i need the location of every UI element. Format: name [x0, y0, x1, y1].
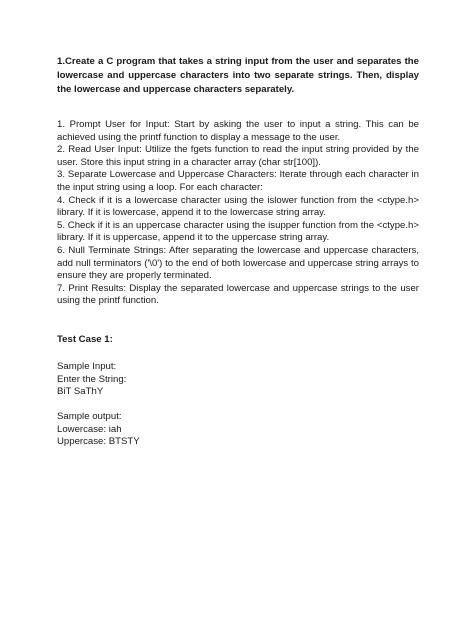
- sample-input-label: Sample Input:: [57, 361, 117, 372]
- instruction-steps: [57, 119, 419, 308]
- sample-output-label: Sample output:: [57, 411, 122, 422]
- step-item: 3. Separate Lowercase and Uppercase Characters: Iterate through each character in the input string using a loop. For each character:: [57, 169, 419, 193]
- step-item: 1. Prompt User for Input: Start by asking the user to input a string. This can be achieved using the printf function to display a message to the user.: [57, 119, 419, 143]
- problem-title: 1.Create a C program that takes a string input from the user and separates the lowercase and uppercase characters into two separate strings. Then, display the lowercase and uppercase characters separately.: [57, 56, 419, 95]
- step-item: 7. Print Results: Display the separated lowercase and uppercase strings to the user using the printf function.: [57, 282, 419, 307]
- sample-output-block: [57, 411, 140, 449]
- test-case-heading: Test Case 1:: [57, 334, 113, 345]
- step-item: 5. Check if it is an uppercase character using the isupper function from the <ctype.h> library. If it is uppercase, append it to the uppercase string array.: [57, 219, 419, 244]
- uppercase-output-line: Uppercase: BTSTY: [57, 436, 140, 448]
- step-item: 2. Read User Input: Utilize the fgets function to read the input string provided by the user. Store this input string in a character array (char str[100]).: [57, 144, 419, 168]
- sample-input-prompt: Enter the String:: [57, 373, 127, 385]
- step-item: 4. Check if it is a lowercase character using the islower function from the <ctype.h> library. If it is lowercase, append it to the lowercase string array.: [57, 194, 419, 219]
- step-item: 6. Null Terminate Strings: After separating the lowercase and uppercase characters, add null terminators ('\0') to the end of both lowercase and uppercase string arrays to ensure they are properly terminated.: [57, 244, 419, 282]
- sample-input-block: [57, 361, 126, 399]
- sample-input-value: BiT SaThY: [57, 386, 104, 398]
- lowercase-output-line: Lowercase: iah: [57, 423, 122, 435]
